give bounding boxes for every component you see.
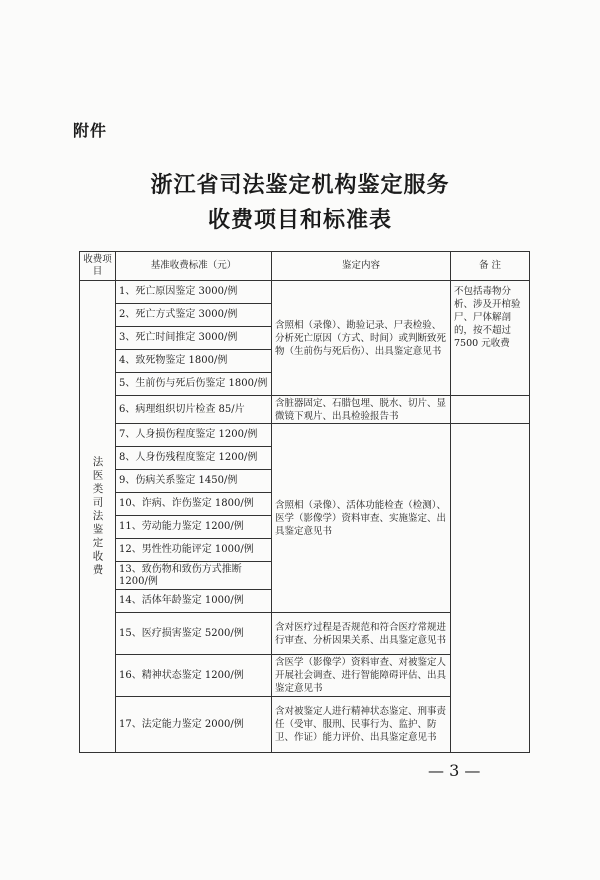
fee-item: 9、伤病关系鉴定 1450/例 [116, 470, 272, 493]
fee-item: 11、劳动能力鉴定 1200/例 [116, 516, 272, 539]
content-cell: 含对医疗过程是否规范和符合医疗常规进行审查、分析因果关系、出具鉴定意见书 [272, 613, 451, 655]
fee-item: 1、死亡原因鉴定 3000/例 [116, 281, 272, 304]
fee-item: 17、法定能力鉴定 2000/例 [116, 697, 272, 753]
table-header-row [80, 252, 530, 281]
content-cell: 含照相（录像）、勘验记录、尸表检验、分析死亡原因（方式、时间）或判断致死物（生前伤与死后伤）、出具鉴定意见书 [272, 281, 451, 396]
note-cell-empty [451, 424, 530, 753]
fee-item: 15、医疗损害鉴定 5200/例 [116, 613, 272, 655]
fee-item: 3、死亡时间推定 3000/例 [116, 327, 272, 350]
column-header-standard: 基准收费标准（元） [116, 252, 272, 281]
attachment-label: 附件 [73, 121, 108, 140]
fee-item: 8、人身伤残程度鉴定 1200/例 [116, 447, 272, 470]
page-number: — 3 — [428, 761, 481, 780]
fee-item: 2、死亡方式鉴定 3000/例 [116, 304, 272, 327]
column-header-category: 收费项目 [80, 252, 116, 281]
fee-item: 5、生前伤与死后伤鉴定 1800/例 [116, 373, 272, 396]
table-row [80, 424, 530, 447]
content-cell: 含对被鉴定人进行精神状态鉴定、刑事责任（受审、服刑、民事行为、监护、防卫、作证）能力评价、出具鉴定意见书 [272, 697, 451, 753]
content-cell: 含照相（录像）、活体功能检查（检测）、医学（影像学）资料审查、实施鉴定、出具鉴定意见书 [272, 424, 451, 613]
document-title: 浙江省司法鉴定机构鉴定服务 [150, 173, 450, 198]
category-cell: 法医类司法鉴定收费 [80, 281, 116, 753]
content-cell: 含脏器固定、石腊包埋、脱水、切片、显微镜下观片、出具检验报告书 [272, 396, 451, 424]
column-header-note: 备 注 [451, 252, 530, 281]
note-cell-empty [451, 396, 530, 424]
fee-standard-table [79, 251, 530, 753]
fee-item: 13、致伤物和致伤方式推断 1200/例 [116, 562, 272, 590]
fee-item: 6、病理组织切片检查 85/片 [116, 396, 272, 424]
content-cell: 含医学（影像学）资料审查、对被鉴定人开展社会调查、进行智能障碍评估、出具鉴定意见书 [272, 655, 451, 697]
fee-item: 7、人身损伤程度鉴定 1200/例 [116, 424, 272, 447]
fee-item: 12、男性性功能评定 1000/例 [116, 539, 272, 562]
fee-item: 10、诈病、诈伤鉴定 1800/例 [116, 493, 272, 516]
column-header-content: 鉴定内容 [272, 252, 451, 281]
table-row [80, 396, 530, 424]
table-row [80, 281, 530, 304]
note-cell: 不包括毒物分析、涉及开棺验尸、尸体解剖的，按不超过 7500 元收费 [451, 281, 530, 396]
fee-item: 14、活体年龄鉴定 1000/例 [116, 590, 272, 613]
fee-item: 4、致死物鉴定 1800/例 [116, 350, 272, 373]
fee-item: 16、精神状态鉴定 1200/例 [116, 655, 272, 697]
document-subtitle: 收费项目和标准表 [207, 208, 392, 233]
